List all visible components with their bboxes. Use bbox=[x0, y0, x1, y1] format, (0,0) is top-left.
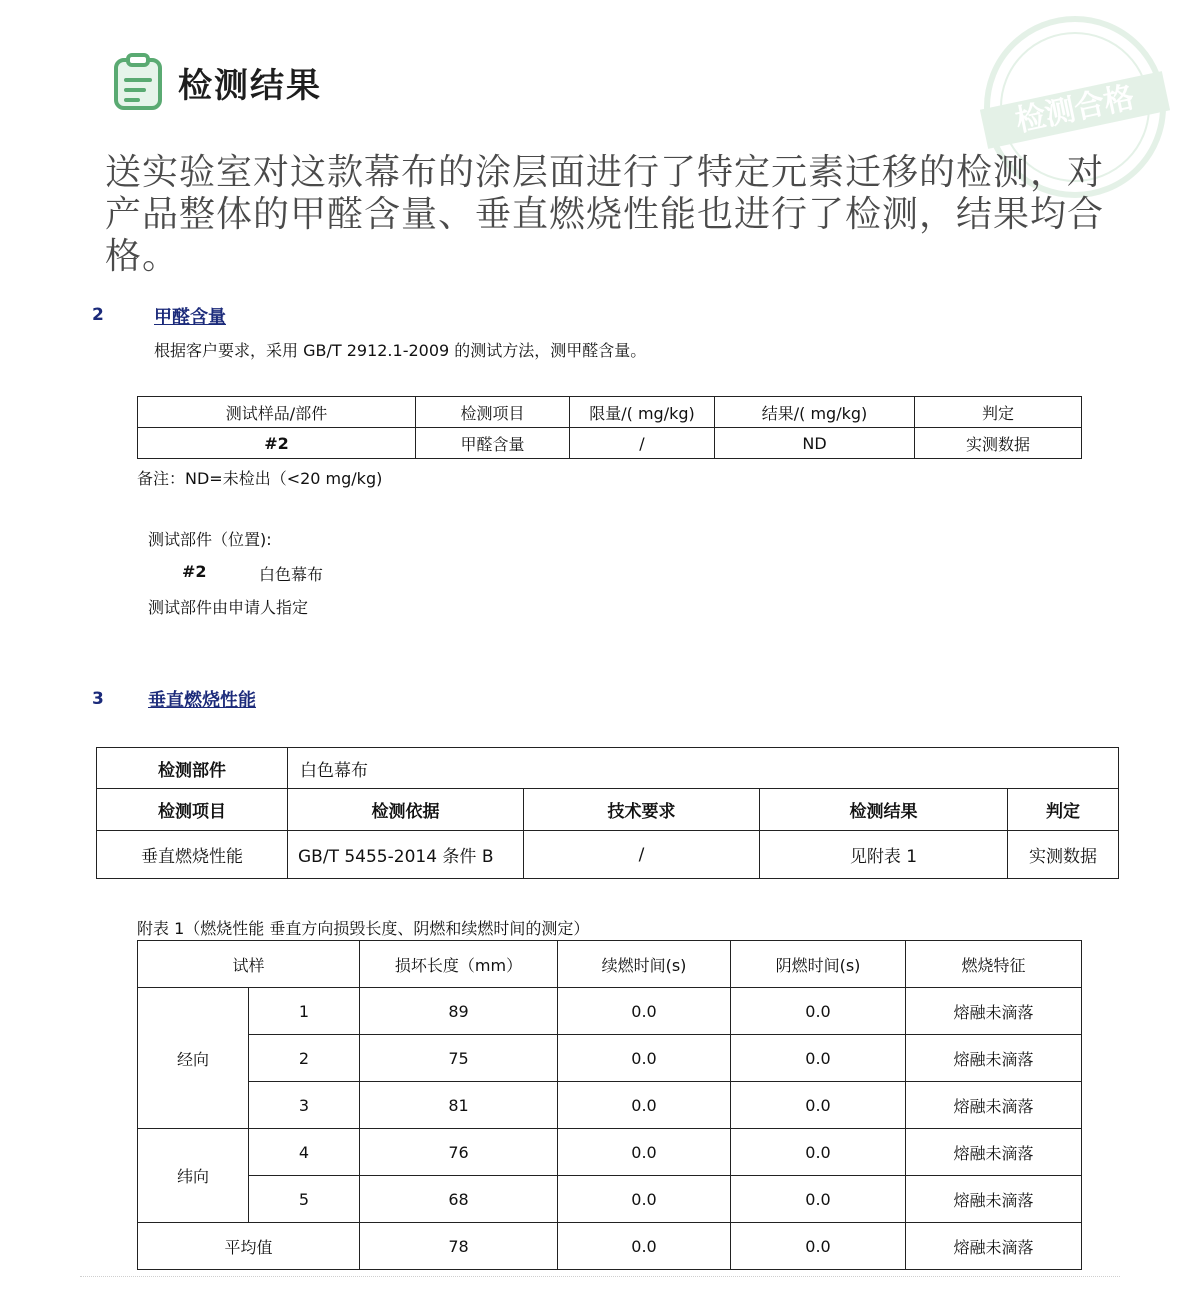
table-header-cell: 检测依据 bbox=[288, 789, 524, 831]
table-header-row bbox=[97, 789, 1119, 831]
nd-note: 备注：ND=未检出（<20 mg/kg) bbox=[137, 469, 383, 488]
table-cell: 1 bbox=[249, 988, 360, 1035]
test-part-label: 测试部件（位置): bbox=[148, 530, 272, 549]
table-cell: 甲醛含量 bbox=[416, 428, 570, 459]
table-header-cell: 技术要求 bbox=[524, 789, 760, 831]
table-cell: 熔融未滴落 bbox=[906, 1223, 1082, 1270]
table-row bbox=[138, 988, 1082, 1035]
section-3-title: 垂直燃烧性能 bbox=[148, 690, 256, 711]
table-cell: 0.0 bbox=[731, 988, 906, 1035]
table-cell: 89 bbox=[360, 988, 558, 1035]
table-header-cell: 限量/( mg/kg) bbox=[570, 397, 715, 428]
table-cell: 熔融未滴落 bbox=[906, 1035, 1082, 1082]
table-cell: ND bbox=[715, 428, 915, 459]
group-cell-warp: 经向 bbox=[138, 988, 249, 1129]
table-cell: 0.0 bbox=[731, 1082, 906, 1129]
table-cell: / bbox=[524, 831, 760, 879]
table-cell: GB/T 5455-2014 条件 B bbox=[288, 831, 524, 879]
header bbox=[110, 52, 322, 112]
table-row bbox=[97, 831, 1119, 879]
table-header-cell: 续燃时间(s) bbox=[558, 941, 731, 988]
table-row bbox=[97, 748, 1119, 789]
table-cell: 76 bbox=[360, 1129, 558, 1176]
table-cell: #2 bbox=[138, 428, 416, 459]
table-cell: 实测数据 bbox=[1008, 831, 1119, 879]
section-2-title: 甲醛含量 bbox=[154, 307, 226, 328]
table-header-cell: 判定 bbox=[1008, 789, 1119, 831]
table-row bbox=[138, 428, 1082, 459]
table-cell: 0.0 bbox=[558, 1129, 731, 1176]
table-header-cell: 检测项目 bbox=[416, 397, 570, 428]
table-header-cell: 检测部件 bbox=[97, 748, 288, 789]
table-cell: 78 bbox=[360, 1223, 558, 1270]
appendix-caption: 附表 1（燃烧性能 垂直方向损毁长度、阴燃和续燃时间的测定） bbox=[137, 919, 590, 938]
section-2-description: 根据客户要求，采用 GB/T 2912.1-2009 的测试方法，测甲醛含量。 bbox=[154, 341, 647, 360]
test-part-id: #2 bbox=[182, 562, 207, 581]
table-cell: / bbox=[570, 428, 715, 459]
table-cell: 熔融未滴落 bbox=[906, 1082, 1082, 1129]
table-cell: 5 bbox=[249, 1176, 360, 1223]
test-part-name: 白色幕布 bbox=[259, 565, 324, 584]
designated-note: 测试部件由申请人指定 bbox=[148, 598, 309, 617]
table-cell: 熔融未滴落 bbox=[906, 1129, 1082, 1176]
table-cell: 4 bbox=[249, 1129, 360, 1176]
table-cell: 平均值 bbox=[138, 1223, 360, 1270]
table-row-average bbox=[138, 1223, 1082, 1270]
table-cell: 0.0 bbox=[558, 988, 731, 1035]
table-cell: 0.0 bbox=[731, 1129, 906, 1176]
table-cell: 实测数据 bbox=[915, 428, 1082, 459]
clipboard-icon bbox=[110, 52, 166, 112]
table-cell: 0.0 bbox=[558, 1176, 731, 1223]
page-title: 检测结果 bbox=[178, 65, 322, 106]
table-cell: 白色幕布 bbox=[288, 748, 1119, 789]
table-cell: 81 bbox=[360, 1082, 558, 1129]
table-cell: 0.0 bbox=[558, 1035, 731, 1082]
table-header-cell: 检测结果 bbox=[760, 789, 1008, 831]
table-header-cell: 结果/( mg/kg) bbox=[715, 397, 915, 428]
table-header-cell: 判定 bbox=[915, 397, 1082, 428]
table-row bbox=[138, 1035, 1082, 1082]
table-header-cell: 测试样品/部件 bbox=[138, 397, 416, 428]
formaldehyde-table bbox=[137, 396, 1082, 459]
section-2-number: 2 bbox=[92, 305, 104, 325]
table-row bbox=[138, 1176, 1082, 1223]
table-cell: 75 bbox=[360, 1035, 558, 1082]
table-cell: 2 bbox=[249, 1035, 360, 1082]
table-cell: 68 bbox=[360, 1176, 558, 1223]
table-header-cell: 检测项目 bbox=[97, 789, 288, 831]
table-cell: 0.0 bbox=[731, 1223, 906, 1270]
table-row bbox=[138, 1129, 1082, 1176]
table-cell: 3 bbox=[249, 1082, 360, 1129]
table-cell: 0.0 bbox=[558, 1223, 731, 1270]
section-3-number: 3 bbox=[92, 689, 104, 709]
table-header-cell: 阴燃时间(s) bbox=[731, 941, 906, 988]
flammability-table bbox=[96, 747, 1119, 879]
table-header-cell: 燃烧特征 bbox=[906, 941, 1082, 988]
table-cell: 熔融未滴落 bbox=[906, 988, 1082, 1035]
table-header-row bbox=[138, 941, 1082, 988]
group-cell-weft: 纬向 bbox=[138, 1129, 249, 1223]
table-cell: 0.0 bbox=[731, 1035, 906, 1082]
intro-paragraph: 送实验室对这款幕布的涂层面进行了特定元素迁移的检测，对产品整体的甲醛含量、垂直燃烧性能也进行了检测，结果均合格。 bbox=[105, 152, 1105, 277]
table-header-cell: 试样 bbox=[138, 941, 360, 988]
table-cell: 见附表 1 bbox=[760, 831, 1008, 879]
appendix-table bbox=[137, 940, 1082, 1270]
table-cell: 0.0 bbox=[558, 1082, 731, 1129]
table-header-row bbox=[138, 397, 1082, 428]
table-cell: 垂直燃烧性能 bbox=[97, 831, 288, 879]
divider bbox=[80, 1276, 1120, 1277]
stamp-text: 检测合格 bbox=[1012, 79, 1138, 140]
table-header-cell: 损坏长度（mm） bbox=[360, 941, 558, 988]
table-row bbox=[138, 1082, 1082, 1129]
table-cell: 0.0 bbox=[731, 1176, 906, 1223]
table-cell: 熔融未滴落 bbox=[906, 1176, 1082, 1223]
